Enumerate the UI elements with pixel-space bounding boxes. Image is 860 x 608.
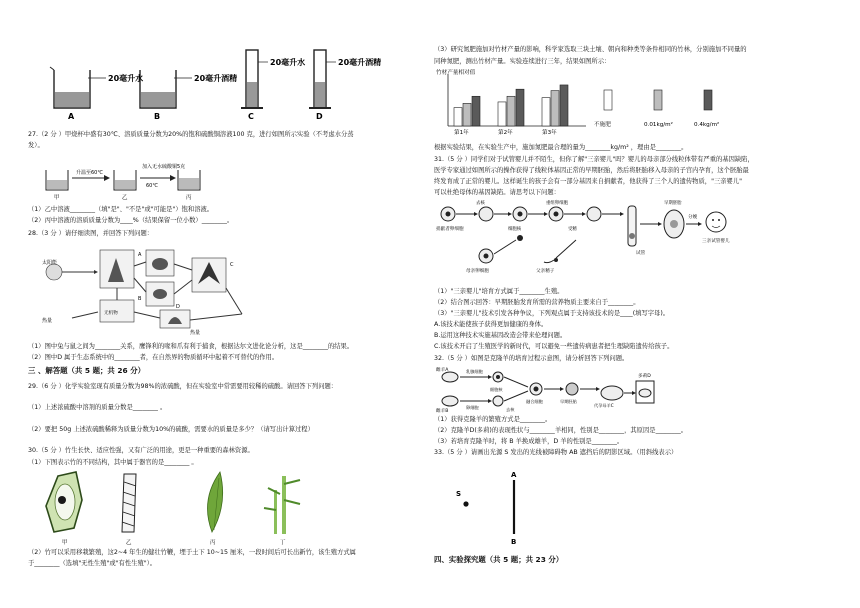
baby-label: 三亲试管婴儿 (702, 239, 730, 244)
early-embryo-label: 早期胚胎 (664, 201, 682, 206)
chart-y-label: 竹材产量相对值 (436, 70, 476, 76)
q27-stem-2: 发）。 (28, 142, 44, 149)
q27-stem: 27.（2 分 ）甲烧杯中盛有30℃、溶质质量分数为20%的饱和硫酸铜溶液100 克，进行如图所示实验（不考虑水分蒸 (28, 131, 354, 138)
bamboo-label-bing: 丙 (210, 540, 216, 546)
bamboo-yield-chart (434, 68, 744, 142)
q29-part1: （1）上述浓硫酸中溶剂的质量分数是________ 。 (28, 404, 167, 411)
q30-stem: 30.（5 分 ）竹生长快、适应性强，又有广泛的用途，更是一种重要的森林资源。 (28, 447, 254, 454)
cloned-sheep-figure (436, 367, 656, 413)
food-web-figure (42, 244, 272, 334)
section-4-heading: 四、实验探究题（共 5 题；共 23 分） (434, 555, 564, 564)
node-d: D (176, 304, 180, 310)
q30-part1: （1）下图表示竹的不同结构，其中属于器官的是________ 。 (28, 459, 198, 466)
label-a: A (68, 112, 75, 121)
q29-stem: 29.（6 分 ）化学实验室现有质量分数为98%的浓硫酸，但在实验室中常需要用较稀的硫酸。请回答下列问题： (28, 383, 338, 390)
father-sperm-label: 父亲精子 (536, 269, 555, 274)
chart-legend-swatch (604, 90, 612, 110)
node-c: C (230, 262, 234, 268)
beaker-figure-svg (46, 42, 382, 122)
q27-beaker-yi: 乙 (122, 195, 128, 201)
node-b: B (138, 296, 142, 302)
bamboo-vessel (122, 474, 136, 532)
q31-line2: 医学专家通过如图所示的操作获得了线粒体基因正常的早期胚胎，然后将胚胎移入母亲的子宫内孕育，这个胚胎最 (434, 167, 749, 174)
chart-bar (507, 96, 515, 126)
q30-part3-answer: 根据实验结果，在实验生产中，施加氮肥最合理的量为________kg/m² ，理由是________。 (434, 144, 688, 151)
cylinder-c-text: 20毫升水 (270, 58, 306, 67)
cylinder-d (309, 50, 331, 108)
remove-nucleus-label: 去核 (476, 201, 485, 206)
dolly-label: 多莉D (638, 374, 651, 379)
label-d: D (316, 112, 323, 121)
q27-step2: 加入无水硫酸铜5克 (142, 164, 186, 170)
label-b-obstacle: B (511, 538, 517, 546)
bamboo-cell (46, 472, 82, 532)
q27-temp: 60℃ (146, 183, 158, 189)
q31-option-c: C.该技术开启了生殖医学的新时代，可以避免一些遗传病患者把生理缺陷遗传给孩子。 (434, 343, 674, 350)
q27-step1: 升温至60℃ (76, 170, 103, 176)
heat-label-1: 热量 (42, 318, 53, 324)
early-embryo-label-q32: 早期胚胎 (560, 399, 577, 404)
recon-egg-label: 重组卵细胞 (546, 201, 568, 206)
bamboo-leaf (208, 472, 223, 532)
beaker-b (140, 70, 176, 108)
q29-part2: （2）要把 50g 上述浓硫酸稀释为质量分数为10%的硫酸，需要水的质量是多少？（请写出计算过程） (28, 426, 314, 433)
chart-legend-swatch (704, 90, 712, 110)
surrogate-label: 代孕母羊C (594, 403, 614, 408)
ewe-b-label: 雌羊B (436, 409, 449, 414)
heat-label-2: 热量 (190, 330, 201, 336)
chart-category-label: 第2年 (498, 130, 513, 136)
right-column (434, 0, 834, 608)
cloned-sheep-svg (436, 367, 656, 413)
beaker-figure (46, 42, 382, 122)
q33-stem: 33.（5 分 ）请画出光源 S 发出的光线被障碍物 AB 遮挡后的阴影区域。（用斜线表示） (434, 449, 678, 456)
q31-part3: （3）"三亲婴儿"技术引发各种争议，下列观点属于支持该技术的是____(填写字母)。 (434, 310, 670, 317)
sun-label: 太阳能 (42, 260, 58, 266)
delivery-label: 分娩 (688, 215, 698, 220)
beaker-a-text: 20毫升水 (108, 74, 144, 83)
chart-bar (498, 102, 506, 126)
beaker-a (50, 67, 90, 108)
q28-part2: （2）图中D 属于生态系统中的________者，在自然界的物质循环中起着不可替代的作用。 (28, 354, 279, 361)
label-c: C (248, 112, 254, 121)
chart-bar (472, 96, 480, 126)
chart-bar (454, 108, 462, 126)
label-b: B (154, 112, 161, 121)
remove-nucleus-label-q32: 去核 (506, 407, 515, 412)
q32-part1: （1）获得克隆羊的繁殖方式是________。 (434, 416, 552, 423)
q31-option-b: B.运用这种技术实施基因改造会带来伦理问题。 (434, 332, 567, 339)
cylinder-d-text: 20毫升酒精 (338, 58, 382, 67)
chart-bar (560, 85, 568, 126)
q27-figure-svg (42, 160, 202, 202)
chart-legend-label: 不施肥 (594, 122, 611, 128)
q31-part2: （2）结合图示回答：早期胚胎发育所需的营养物质主要来自于________。 (434, 299, 640, 306)
q32-stem: 32.（5 分 ）如图是克隆羊的培育过程示意图，请分析回答下列问题。 (434, 355, 629, 362)
cylinder-c (241, 50, 263, 108)
light-source-s (463, 501, 468, 506)
fusion-cell-label: 融合细胞 (526, 399, 543, 404)
q30-part2-cont: 于________（选填"无性生殖"或"有性生殖"）。 (28, 560, 157, 567)
q31-line4: 可以杜绝母体的基因缺陷。请思考以下问题： (434, 189, 560, 196)
q32-part3: （3）若培育克隆羊时，将 B 羊换成雄羊，D 羊的性别是________。 (434, 438, 624, 445)
q30-part3-line1: （3）研究氮肥施加对竹材产量的影响，科学家选取三块土壤、朝向和种类等条件相同的竹林，分别施加不同量的 (434, 46, 747, 53)
label-s: S (456, 490, 462, 498)
shadow-figure-svg (450, 470, 560, 546)
tube-label: 试管 (636, 251, 646, 256)
chart-bar (551, 91, 559, 126)
egg-cell-label: 卵细胞 (466, 405, 479, 410)
chart-legend-swatch (654, 90, 662, 110)
q31-part1: （1）"三亲婴儿"培育方式属于________生殖。 (434, 288, 564, 295)
left-column (28, 0, 420, 608)
chart-legend-label: 0.4kg/m² (694, 122, 720, 128)
q28-part1: （1）图中兔与鼠之间为________关系，鹰锋利的喙和爪有利于捕食，根据达尔文进化论分析，这是________的结果。 (28, 343, 354, 350)
q31-line3: 终发育成了正常的婴儿。这样诞生的孩子会有一部分基因来自捐献者，他获得了三个人的遗传物质，"三亲婴儿" (434, 178, 743, 185)
nucleus-label-q32: 细胞核 (490, 387, 503, 392)
q30-part2: （2）竹可以采用移栽繁殖，这2~4 年生的健壮竹鞭，埋于土下 10~15 厘米，一段时间后可长出新竹，该生殖方式属 (28, 549, 356, 556)
bamboo-label-jia: 甲 (62, 540, 68, 546)
mother-egg-label: 母亲卵细胞 (466, 269, 489, 274)
q31-option-a: A.该技术能使孩子获得更加健康的身体。 (434, 321, 548, 328)
q27-part1: （1）乙中溶液________（填"是"、"不是"或"可能是"）饱和溶液。 (28, 206, 214, 213)
donor-egg-label: 捐献者卵细胞 (436, 227, 464, 232)
bamboo-yield-chart-svg (434, 68, 744, 142)
q27-figure (42, 160, 202, 202)
nucleus-label: 细胞核 (508, 227, 522, 232)
chart-bar (516, 89, 524, 126)
q27-beaker-bing: 丙 (186, 195, 192, 201)
inorganic-label: 无机物 (104, 311, 118, 316)
beaker-b-text: 20毫升酒精 (194, 74, 238, 83)
breast-cell-label: 乳腺细胞 (466, 369, 483, 374)
node-a: A (138, 252, 142, 258)
chart-bar (542, 98, 550, 126)
food-web-svg (42, 244, 272, 334)
q27-part2: （2）丙中溶液的溶质质量分数为____%（结果保留一位小数）________。 (28, 217, 234, 224)
q31-line1: 31.（5 分 ）同学们对于试管婴儿并不陌生，但你了解"三亲婴儿"吗？婴儿的母亲部分线粒体带有严重的基因缺陷， (434, 156, 754, 163)
section-3-heading: 三 、解答题（共 5 题；共 26 分） (28, 366, 145, 375)
bamboo-label-yi: 乙 (126, 540, 132, 546)
bamboo-label-ding: 丁 (280, 540, 286, 546)
bamboo-plant (264, 476, 300, 534)
chart-bar (463, 103, 471, 126)
label-a-obstacle: A (511, 471, 517, 479)
three-parent-baby-figure (436, 200, 736, 282)
bamboo-figure (38, 470, 308, 546)
chart-category-label: 第3年 (542, 130, 557, 136)
q28-stem: 28.（3 分 ）请仔细读图，并回答下列问题： (28, 230, 154, 237)
q32-part2: （2）克隆羊D(多莉)的表现性状与________羊相同，性别是________，其原因是________。 (434, 427, 688, 434)
three-parent-baby-svg (436, 200, 736, 282)
chart-legend-label: 0.01kg/m² (644, 122, 673, 128)
ewe-a-label: 雌羊A (436, 368, 449, 373)
fertilize-label: 受精 (568, 227, 577, 232)
bamboo-figure-svg (38, 470, 308, 546)
shadow-figure (450, 470, 560, 546)
q27-beaker-jia: 甲 (54, 195, 60, 201)
q30-part3-line2: 同种氮肥，测出竹材产量。实验连续进行三年，结果如图所示： (434, 58, 611, 65)
chart-category-label: 第1年 (454, 130, 469, 136)
